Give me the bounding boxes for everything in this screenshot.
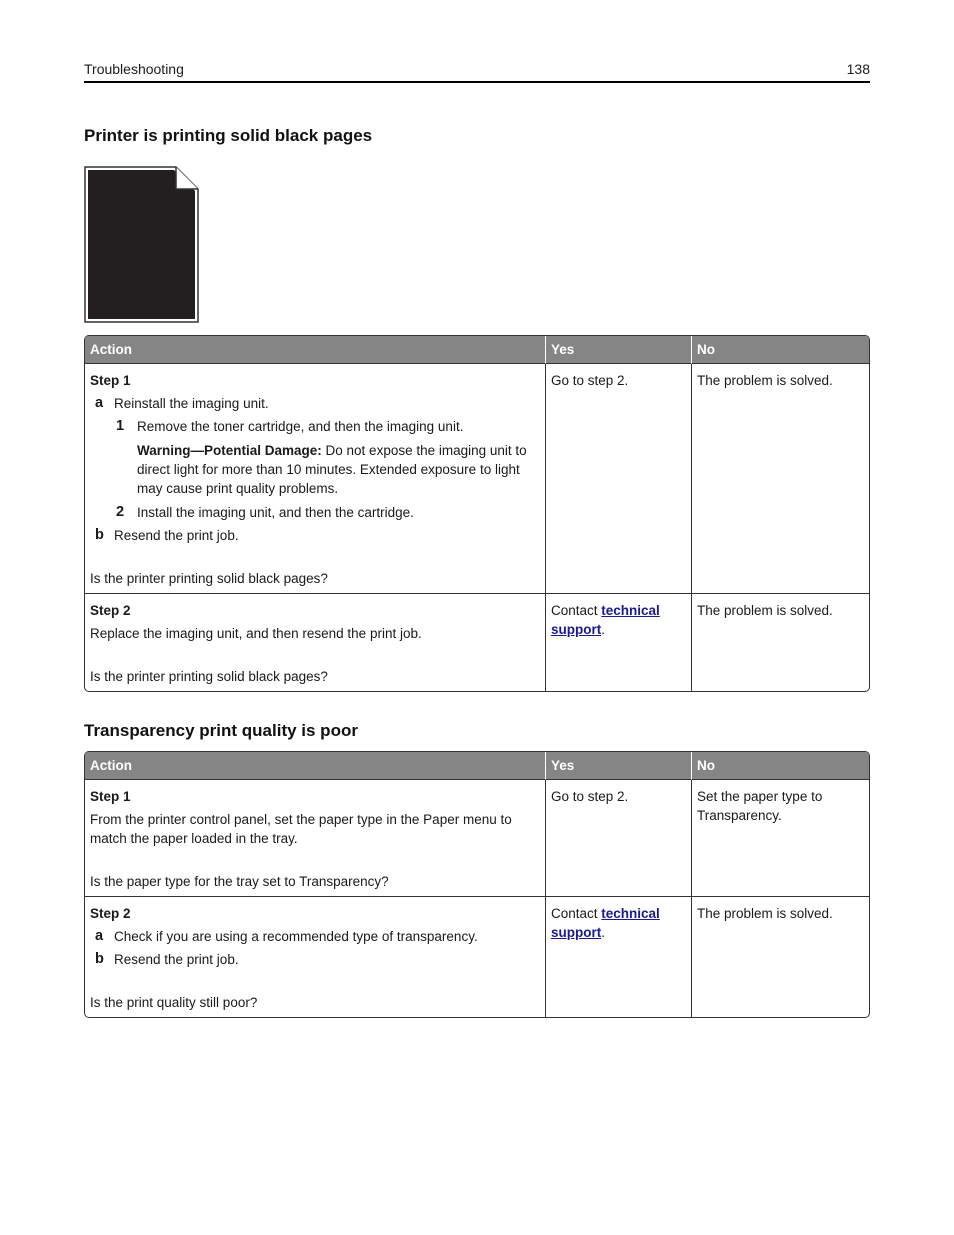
technical-support-link[interactable]: technical support: [551, 906, 660, 940]
yes-text: Contact: [551, 906, 602, 921]
no-cell: The problem is solved.: [691, 896, 869, 1017]
step-instruction: From the printer control panel, set the paper type in the Paper menu to match the paper loaded in the tray.: [90, 812, 512, 846]
table-row: [85, 364, 869, 593]
list-item: Check if you are using a recommended type of transparency.: [114, 929, 478, 944]
header-section-name: Troubleshooting: [84, 61, 184, 77]
yes-cell: [545, 896, 691, 1017]
list-item: Install the imaging unit, and then the cartridge.: [137, 505, 414, 520]
list-item: Remove the toner cartridge, and then the imaging unit.: [137, 419, 464, 434]
list-marker: b: [95, 951, 104, 967]
technical-support-link[interactable]: technical support: [551, 603, 660, 637]
step-question: Is the print quality still poor?: [90, 995, 258, 1010]
warning-text: Do not expose the imaging unit to direct light for more than 10 minutes. Extended exposure to light may cause print quality problems.: [137, 443, 527, 496]
list-marker: b: [95, 527, 104, 543]
column-header-yes: Yes: [545, 752, 691, 780]
solid-black-page-icon: [84, 166, 200, 324]
list-marker: 2: [116, 504, 125, 520]
action-cell: [85, 780, 545, 896]
section-title-transparency: Transparency print quality is poor: [84, 721, 358, 740]
warning-label: Warning—Potential Damage:: [137, 443, 322, 458]
list-marker: a: [95, 928, 104, 944]
list-marker: a: [95, 395, 104, 411]
column-header-action: Action: [85, 752, 545, 780]
table-row: [85, 780, 869, 896]
list-item: Resend the print job.: [114, 528, 239, 543]
table-row: [85, 593, 869, 691]
step-instruction: Replace the imaging unit, and then resend the print job.: [90, 626, 422, 641]
column-header-action: Action: [85, 336, 545, 364]
action-cell: [85, 593, 545, 691]
section-title-solid-black: Printer is printing solid black pages: [84, 126, 373, 145]
step-label: Step 2: [90, 603, 131, 618]
list-marker: 1: [116, 418, 125, 434]
step-label: Step 1: [90, 789, 131, 804]
column-header-yes: Yes: [545, 336, 691, 364]
table-row: [85, 896, 869, 1017]
column-header-no: No: [691, 752, 869, 780]
step-label: Step 2: [90, 906, 131, 921]
no-cell: The problem is solved.: [691, 593, 869, 691]
list-item: Reinstall the imaging unit.: [114, 396, 269, 411]
action-cell: [85, 364, 545, 593]
yes-cell: [545, 593, 691, 691]
column-header-no: No: [691, 336, 869, 364]
yes-suffix: .: [601, 622, 606, 637]
page-number: 138: [846, 61, 870, 77]
no-cell: Set the paper type to Transparency.: [691, 780, 869, 896]
action-cell: [85, 896, 545, 1017]
list-item: Resend the print job.: [114, 952, 239, 967]
yes-suffix: .: [601, 925, 606, 940]
yes-cell: Go to step 2.: [545, 364, 691, 593]
page-header: [84, 60, 870, 83]
no-cell: The problem is solved.: [691, 364, 869, 593]
yes-cell: Go to step 2.: [545, 780, 691, 896]
warning-note: [90, 441, 540, 498]
step-label: Step 1: [90, 373, 131, 388]
step-question: Is the paper type for the tray set to Transparency?: [90, 874, 389, 889]
step-question: Is the printer printing solid black pages?: [90, 669, 328, 684]
troubleshooting-table-solid-black: [84, 335, 870, 692]
troubleshooting-table-transparency: [84, 751, 870, 1018]
yes-text: Contact: [551, 603, 602, 618]
step-question: Is the printer printing solid black pages?: [90, 571, 328, 586]
